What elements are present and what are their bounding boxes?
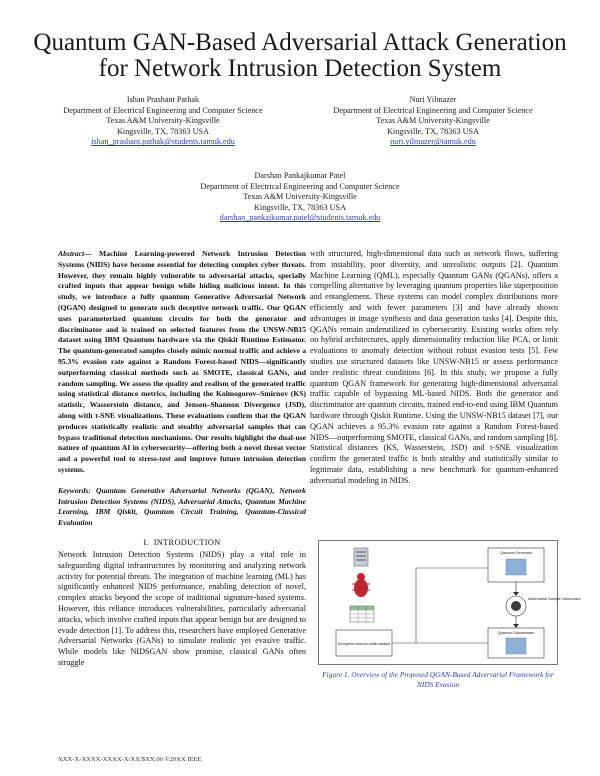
server-icon	[354, 548, 368, 566]
adversarial-label: Adversarial Sample Generation	[528, 597, 581, 601]
keywords-text: Quantum Generative Adversarial Networks (QGAN), Network Intrusion Detection Systems (NIDS), Adversarial Attacks, Quantum Machine Learning, IBM Qiskit, Quantum Circuit Training, Quantum-Classical Evaluation	[58, 485, 306, 528]
abstract-text: Machine Learning-powered Network Intrusion Detection Systems (NIDS) have become essential for detecting complex cyber threats. However, they remain highly vulnerable to adversarial attacks, specially crafted inputs that appear benign while hiding malicious intent. In this study, we introduce a fully quantum Generative Adversarial Network (QGAN) designed to generate such deceptive network traffic. Our QGAN uses parameterized quantum circuits for both the generator and discriminator and is trained on selected features from the UNSW-NB15 dataset using IBM Quantum hardware via the Qiskit Runtime Estimator. The quantum-generated samples closely mimic normal traffic and achieve a 95.3% evasion rate against a Random Forest-based NIDS—significantly outperforming classical methods such as SMOTE, classical GANs, and random sampling. We assess the quality and realism of the generated traffic using statistical distance metrics, including the Kolmogorov–Smirnov (KS) statistic, Wasserstein distance, and Jensen–Shannon Divergence (JSD), along with t-SNE visualizations. These evaluations confirm that the QGAN produces statistically realistic and stealthy adversarial samples that can bypass traditional detection mechanisms. Our results highlight the dual-use nature of quantum AI in cybersecurity—offering both a novel threat vector and a powerful tool to stress-test and improve future intrusion detection systems.	[58, 249, 307, 474]
framework-figure	[318, 540, 581, 665]
author-email-link[interactable]: darshan_pankajkumar.patel@students.tamuk.edu	[219, 213, 381, 223]
keywords-label: Keywords:	[58, 485, 91, 495]
left-column	[58, 249, 306, 669]
dataset-table-icon	[350, 606, 374, 622]
author-dept: Department of Electrical Engineering and Computer Science	[63, 105, 263, 115]
author-univ: Texas A&M University-Kingsville	[106, 116, 220, 126]
author-city: Kingsville, TX, 78363 USA	[117, 126, 209, 136]
author-block-3	[180, 171, 420, 224]
footer-copyright: XXX-X-XXXX-XXXX-X/XX/$XX.00 ©20XX IEEE	[58, 756, 202, 763]
author-dept: Department of Electrical Engineering and Computer Science	[200, 181, 400, 191]
author-univ: Texas A&M University-Kingsville	[376, 116, 490, 126]
discriminator-circuit-icon	[506, 638, 526, 654]
author-city: Kingsville, TX, 78363 USA	[254, 202, 346, 212]
abstract	[58, 249, 306, 476]
generator-label: Quantum Generator	[500, 551, 532, 555]
paper-title: Quantum GAN-Based Adversarial Attack Generation for Network Intrusion Detection System	[33, 29, 567, 82]
section-number: I.	[143, 537, 149, 547]
author-city: Kingsville, TX, 78363 USA	[387, 126, 479, 136]
figure-caption: Figure 1. Overview of the Proposed QGAN-Based Adversarial Framework for NIDS Evasion	[322, 670, 554, 689]
intro-continued-text: with structured, high-dimensional data such as network flows, suffering from instability, poor diversity, and unrealistic outputs [2]. Quantum Machine Learning (QML), especially Quantum GANs (QGANs), offers a compelling alternative by leveraging quantum properties like superposition and entanglement. These systems can model complex distributions more efficiently and with fewer parameters [3] and have already shown advantages in image synthesis and data generation tasks [4]. Despite this, QGANs remain underutilized in cybersecurity. Existing works often rely on hybrid architectures, apply dimensionality reduction like PCA, or limit evaluations to anomaly detection without robust evasion tests [5]. Few studies use structured datasets like UNSW-NB15 or assess performance under realistic threat conditions [6]. In this study, we propose a fully quantum QGAN framework for generating high-dimensional adversarial traffic capable of bypassing ML-based NIDS. Both the generator and discriminator are quantum circuits, trained end-to-end using IBM Quantum hardware through Qiskit Runtime. Using the UNSW-NB15 dataset [7], our QGAN achieves a 95.3% evasion rate against a Random Forest-based NIDS—outperforming SMOTE, classical GANs, and random sampling [8]. Statistical distances (KS, Wasserstein, JSD) and t-SNE visualization confirm the generated traffic is both stealthy and statistically similar to legitimate data, establishing a new benchmark for quantum-enhanced adversarial modeling in NIDS.	[310, 249, 558, 485]
discriminator-label: Quantum Discriminator	[497, 631, 535, 635]
keywords	[58, 486, 306, 529]
dataset-box-label: Encrypted network traffic dataset	[337, 642, 391, 646]
author-name: Nuri Yilmazer	[409, 95, 457, 104]
author-email-link[interactable]: ishan_prashant.pathak@students.tamuk.edu	[91, 137, 235, 147]
author-name: Ishan Prashant Pathak	[126, 95, 200, 104]
generator-circuit-icon	[506, 559, 526, 575]
author-name: Darshan Pankajkumar Patel	[254, 171, 346, 180]
author-block-2	[318, 95, 548, 148]
abstract-label: Abstract—	[58, 249, 92, 258]
sample-node-icon	[511, 601, 521, 611]
section-title: INTRODUCTION	[153, 537, 221, 547]
author-block-1	[48, 95, 278, 148]
section-heading	[58, 538, 306, 547]
author-dept: Department of Electrical Engineering and Computer Science	[333, 105, 533, 115]
right-column	[310, 249, 558, 487]
author-univ: Texas A&M University-Kingsville	[243, 192, 357, 202]
author-email-link[interactable]: nuri.yilmazer@tamuk.edu	[390, 137, 476, 147]
intro-text: Network Intrusion Detection Systems (NIDS) play a vital role in safeguarding digital infrastructures by monitoring and analyzing network activity for potential threats. The integration of machine learning (ML) has significantly enhanced NIDS performance, enabling detection of novel, complex attacks beyond the scope of traditional signature-based systems. However, this reliance introduces vulnerabilities, particularly adversarial attacks, which involve crafted inputs that appear benign but are designed to evade detection [1]. To address this, researchers have employed Generative Adversarial Networks (GANs) to simulate realistic yet evasive traffic. While models like NIDSGAN show promise, classical GANs often struggle	[58, 549, 306, 667]
